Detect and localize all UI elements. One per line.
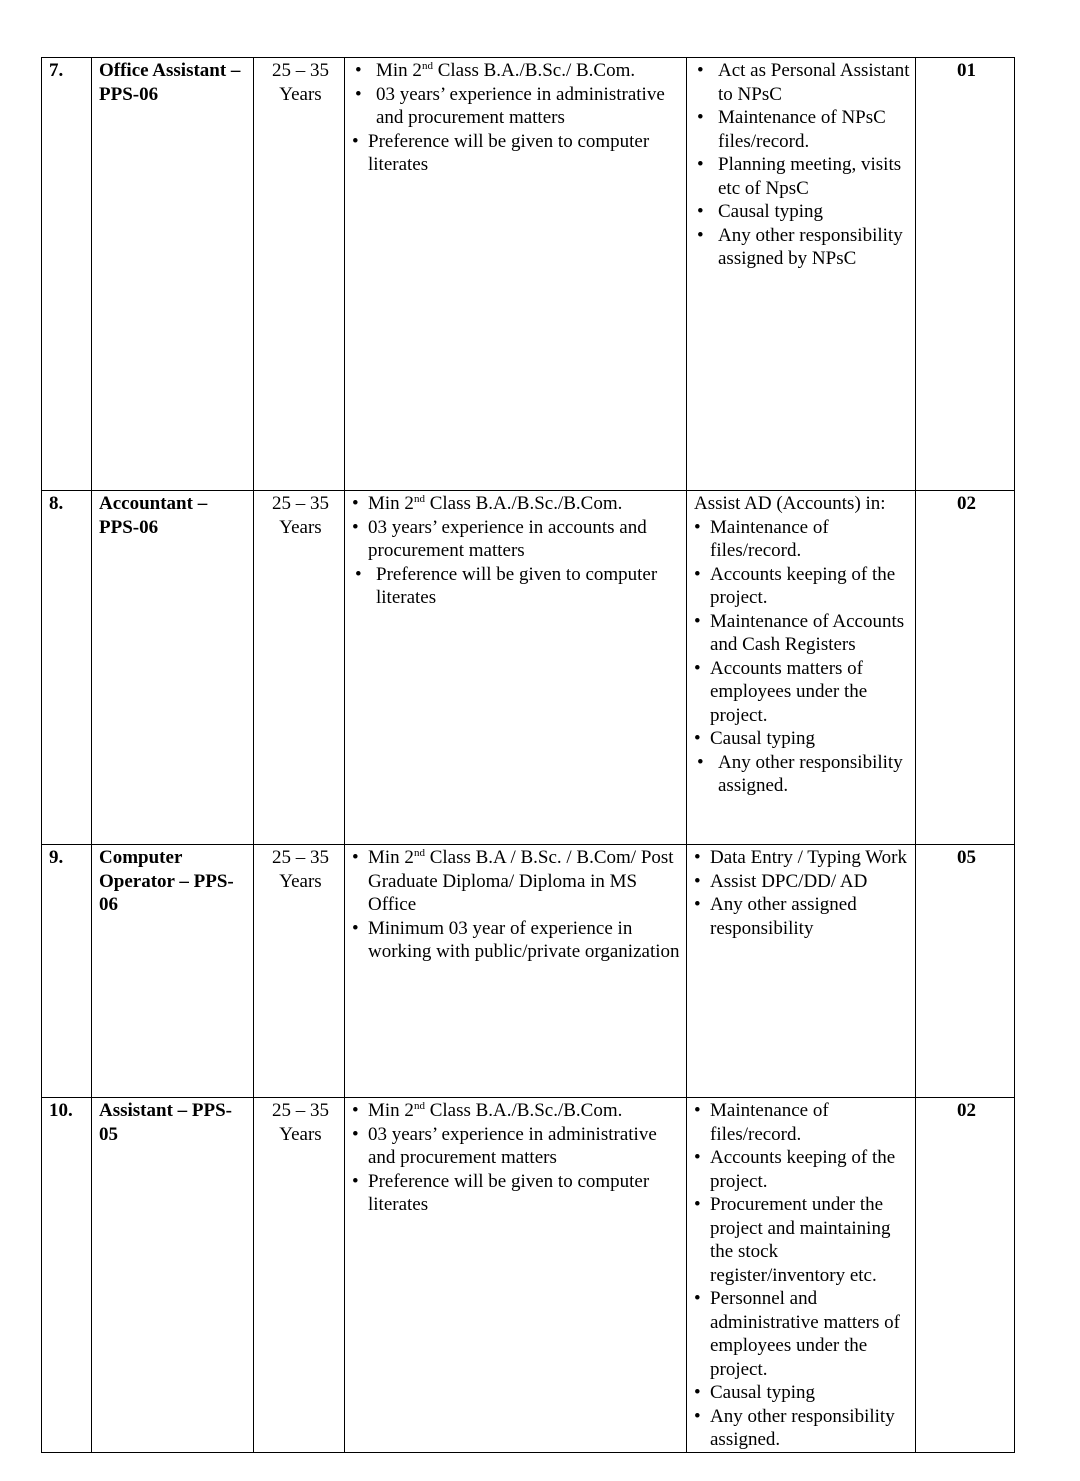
duties-list <box>694 516 911 798</box>
list-item: • Accounts keeping of the project. <box>694 1146 911 1193</box>
table-row <box>42 491 1015 845</box>
list-item: • Min 2nd Class B.A / B.Sc. / B.Com/ Post Graduate Diploma/ Diploma in MS Office <box>352 846 682 917</box>
table-row <box>42 1098 1015 1453</box>
list-item: • Planning meeting, visits etc of NpsC <box>694 153 911 200</box>
age-unit: Years <box>279 83 322 105</box>
age-range: 25 – 35 <box>272 1100 329 1121</box>
list-item: • Any other responsibility assigned. <box>694 1405 911 1452</box>
qualification-cell <box>345 58 687 491</box>
list-item: • Min 2nd Class B.A./B.Sc./ B.Com. <box>352 59 682 83</box>
list-item: • Accounts keeping of the project. <box>694 563 911 610</box>
list-item: • 03 years’ experience in administrative and procurement matters <box>352 83 682 130</box>
number-of-posts: 01 <box>916 58 1015 491</box>
job-posts-table <box>41 57 1015 1453</box>
serial-number: 7. <box>42 58 92 491</box>
duties-cell <box>687 845 916 1098</box>
age-limit <box>254 845 345 1098</box>
table-row <box>42 845 1015 1098</box>
serial-number: 9. <box>42 845 92 1098</box>
qualification-list <box>352 59 682 177</box>
list-item: • Preference will be given to computer literates <box>352 130 682 177</box>
list-item: • Assist DPC/DD/ AD <box>694 870 911 894</box>
serial-number: 10. <box>42 1098 92 1453</box>
qualification-list <box>352 846 682 964</box>
age-limit <box>254 58 345 491</box>
list-item: • Min 2nd Class B.A./B.Sc./B.Com. <box>352 492 682 516</box>
list-item: • Min 2nd Class B.A./B.Sc./B.Com. <box>352 1099 682 1123</box>
age-range: 25 – 35 <box>272 60 329 81</box>
age-limit <box>254 1098 345 1453</box>
age-unit: Years <box>279 516 322 538</box>
number-of-posts: 02 <box>916 1098 1015 1453</box>
list-item: • Data Entry / Typing Work <box>694 846 911 870</box>
list-item: • 03 years’ experience in administrative and procurement matters <box>352 1123 682 1170</box>
post-title: Accountant – PPS-06 <box>92 491 254 845</box>
post-title: Assistant – PPS-05 <box>92 1098 254 1453</box>
serial-number: 8. <box>42 491 92 845</box>
age-limit <box>254 491 345 845</box>
duties-list <box>694 59 911 271</box>
number-of-posts: 02 <box>916 491 1015 845</box>
age-unit: Years <box>279 870 322 892</box>
post-title: Computer Operator – PPS-06 <box>92 845 254 1098</box>
list-item: • Maintenance of NPsC files/record. <box>694 106 911 153</box>
duties-cell <box>687 58 916 491</box>
qualification-cell <box>345 845 687 1098</box>
list-item: • Maintenance of Accounts and Cash Registers <box>694 610 911 657</box>
list-item: • Act as Personal Assistant to NPsC <box>694 59 911 106</box>
qualification-list <box>352 1099 682 1217</box>
age-range: 25 – 35 <box>272 493 329 514</box>
post-title: Office Assistant – PPS-06 <box>92 58 254 491</box>
number-of-posts: 05 <box>916 845 1015 1098</box>
duties-list <box>694 846 911 940</box>
age-range: 25 – 35 <box>272 847 329 868</box>
duties-list <box>694 1099 911 1452</box>
list-item: • Preference will be given to computer literates <box>352 563 682 610</box>
list-item: • Causal typing <box>694 200 911 224</box>
list-item: • Causal typing <box>694 1381 911 1405</box>
list-item: • Any other assigned responsibility <box>694 893 911 940</box>
age-unit: Years <box>279 1123 322 1145</box>
list-item: • Any other responsibility assigned. <box>694 751 911 798</box>
list-item: • 03 years’ experience in accounts and procurement matters <box>352 516 682 563</box>
list-item: • Causal typing <box>694 727 911 751</box>
duties-intro: Assist AD (Accounts) in: <box>694 493 886 514</box>
table-row <box>42 58 1015 491</box>
list-item: • Minimum 03 year of experience in working with public/private organization <box>352 917 682 964</box>
list-item: • Maintenance of files/record. <box>694 1099 911 1146</box>
qualification-list <box>352 492 682 610</box>
list-item: • Preference will be given to computer literates <box>352 1170 682 1217</box>
list-item: • Personnel and administrative matters of employees under the project. <box>694 1287 911 1381</box>
qualification-cell <box>345 491 687 845</box>
list-item: • Maintenance of files/record. <box>694 516 911 563</box>
duties-cell <box>687 491 916 845</box>
list-item: • Accounts matters of employees under the project. <box>694 657 911 728</box>
qualification-cell <box>345 1098 687 1453</box>
list-item: • Any other responsibility assigned by NPsC <box>694 224 911 271</box>
list-item: • Procurement under the project and maintaining the stock register/inventory etc. <box>694 1193 911 1287</box>
duties-cell <box>687 1098 916 1453</box>
